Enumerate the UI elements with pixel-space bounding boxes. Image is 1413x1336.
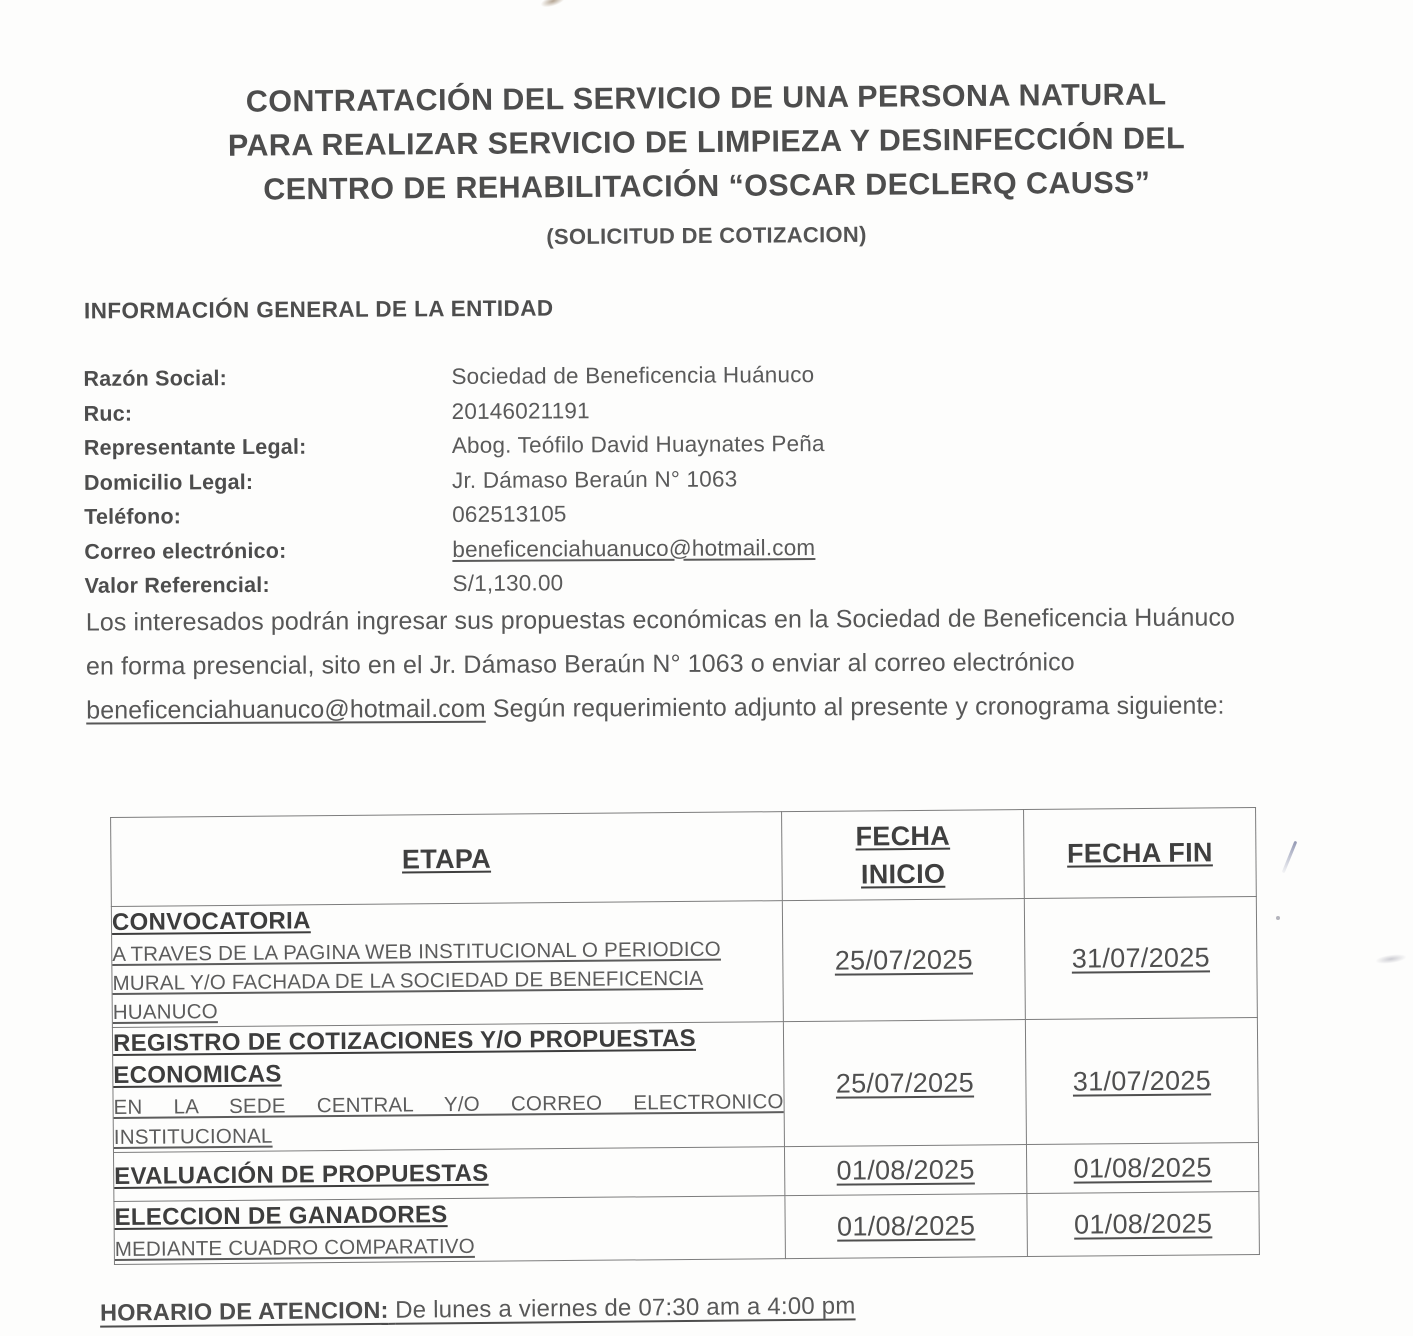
fecha-inicio-value: 25/07/2025 bbox=[835, 1066, 975, 1099]
fecha-inicio-cell bbox=[783, 1020, 1026, 1147]
info-value: Abog. Teófilo David Huaynates Peña bbox=[451, 431, 825, 458]
fecha-inicio-value: 01/08/2025 bbox=[836, 1153, 975, 1186]
etapa-detail-line-2: INSTITUCIONAL bbox=[113, 1124, 273, 1149]
scan-artifact-top bbox=[539, 0, 567, 10]
info-label: Teléfono: bbox=[84, 504, 182, 529]
info-value: S/1,130.00 bbox=[452, 570, 564, 596]
cronograma-table-wrapper bbox=[110, 807, 1259, 1265]
paragraph-part-1: Los interesados podrán ingresar sus propuestas económicas en la Sociedad de Beneficencia Huánuco en forma presencial, sito en el Jr. Dámaso Beraún N° 1063 o enviar al correo electrónico bbox=[85, 603, 1236, 681]
etapa-detail: EN LA SEDE CENTRAL Y/O CORREO ELECTRONICO bbox=[113, 1090, 784, 1119]
header-cell-etapa bbox=[111, 812, 783, 907]
info-row bbox=[84, 464, 1184, 504]
fecha-fin-cell bbox=[1025, 1018, 1258, 1145]
fecha-inicio-cell bbox=[785, 1194, 1028, 1259]
fecha-fin-value: 01/08/2025 bbox=[1073, 1151, 1212, 1184]
scan-artifact-pen-mark bbox=[1282, 841, 1298, 874]
document-subtitle: (SOLICITUD DE COTIZACION) bbox=[546, 221, 867, 250]
fecha-fin-cell bbox=[1027, 1191, 1260, 1256]
header-label-fecha-fin: FECHA FIN bbox=[1066, 837, 1213, 869]
info-label: Ruc: bbox=[83, 401, 133, 426]
instructions-paragraph bbox=[86, 595, 1237, 732]
fecha-fin-value: 31/07/2025 bbox=[1072, 1064, 1212, 1097]
info-label: Correo electrónico: bbox=[84, 538, 287, 564]
etapa-title: ELECCION DE GANADORES bbox=[114, 1201, 448, 1231]
attention-hours-value: De lunes a viernes de 07:30 am a 4:00 pm bbox=[395, 1292, 856, 1324]
header-cell-fecha-fin bbox=[1024, 808, 1257, 899]
header-label-etapa: ETAPA bbox=[401, 843, 492, 875]
info-value: 20146021191 bbox=[451, 397, 590, 424]
fecha-inicio-cell bbox=[782, 899, 1025, 1022]
etapa-detail: MEDIANTE CUADRO COMPARATIVO bbox=[114, 1234, 475, 1261]
etapa-cell-eleccion bbox=[114, 1196, 786, 1265]
email-link[interactable]: beneficenciahuanuco@hotmail.com bbox=[452, 534, 816, 562]
table-row bbox=[111, 897, 1257, 1028]
title-line-2: PARA REALIZAR SERVICIO DE LIMPIEZA Y DESINFECCIÓN DEL bbox=[227, 121, 1186, 163]
etapa-cell-registro bbox=[112, 1022, 784, 1153]
etapa-cell-convocatoria bbox=[111, 901, 783, 1028]
header-label-inicio: INICIO bbox=[860, 858, 946, 890]
table-header-row bbox=[111, 808, 1257, 907]
info-row bbox=[84, 429, 1184, 469]
info-label: Valor Referencial: bbox=[84, 572, 270, 598]
info-value: Sociedad de Beneficencia Huánuco bbox=[451, 362, 815, 389]
section-heading-entity-info: INFORMACIÓN GENERAL DE LA ENTIDAD bbox=[83, 295, 554, 324]
fecha-fin-value: 01/08/2025 bbox=[1073, 1207, 1213, 1240]
attention-hours-footer bbox=[100, 1292, 856, 1327]
info-row bbox=[84, 533, 1184, 573]
title-line-1: CONTRATACIÓN DEL SERVICIO DE UNA PERSONA NATURAL bbox=[245, 77, 1167, 119]
paragraph-part-2: Según requerimiento adjunto al presente y cronograma siguiente: bbox=[485, 691, 1225, 723]
cronograma-table bbox=[110, 807, 1260, 1265]
fecha-fin-cell bbox=[1026, 1142, 1258, 1193]
info-label: Razón Social: bbox=[83, 366, 228, 391]
table-row bbox=[112, 1018, 1258, 1153]
fecha-fin-value: 31/07/2025 bbox=[1071, 941, 1211, 974]
etapa-title: REGISTRO DE COTIZACIONES Y/O PROPUESTAS ECONOMICAS bbox=[112, 1024, 697, 1089]
info-row bbox=[83, 360, 1183, 400]
fecha-inicio-value: 25/07/2025 bbox=[834, 943, 974, 976]
fecha-fin-cell bbox=[1024, 897, 1257, 1020]
scan-artifact-dot bbox=[1276, 916, 1280, 920]
fecha-inicio-value: 01/08/2025 bbox=[836, 1209, 976, 1242]
fecha-inicio-cell bbox=[784, 1145, 1026, 1196]
info-label: Domicilio Legal: bbox=[83, 469, 254, 495]
title-line-3: CENTRO DE REHABILITACIÓN “OSCAR DECLERQ CAUSS” bbox=[263, 165, 1151, 207]
etapa-title: CONVOCATORIA bbox=[111, 907, 311, 936]
scan-artifact-smudge bbox=[1376, 953, 1407, 965]
document-title bbox=[0, 70, 1413, 213]
info-label: Representante Legal: bbox=[83, 434, 307, 460]
info-row bbox=[84, 498, 1184, 538]
header-label-fecha: FECHA bbox=[855, 820, 951, 852]
info-value: Jr. Dámaso Beraún N° 1063 bbox=[451, 465, 738, 493]
info-row bbox=[84, 395, 1184, 435]
etapa-title: EVALUACIÓN DE PROPUESTAS bbox=[114, 1159, 489, 1190]
table-row bbox=[114, 1191, 1260, 1264]
attention-hours-label: HORARIO DE ATENCION: bbox=[99, 1296, 389, 1326]
info-value: 062513105 bbox=[452, 501, 567, 527]
etapa-cell-evaluacion bbox=[113, 1147, 784, 1202]
paragraph-email-link[interactable]: beneficenciahuanuco@hotmail.com bbox=[86, 694, 486, 725]
entity-info-block bbox=[83, 360, 1184, 607]
header-cell-fecha-inicio bbox=[782, 810, 1025, 901]
etapa-detail: A TRAVES DE LA PAGINA WEB INSTITUCIONAL O PERIODICO MURAL Y/O FACHADA DE LA SOCIEDAD DE BENEFICENCIA HUANUCO bbox=[112, 937, 721, 1024]
